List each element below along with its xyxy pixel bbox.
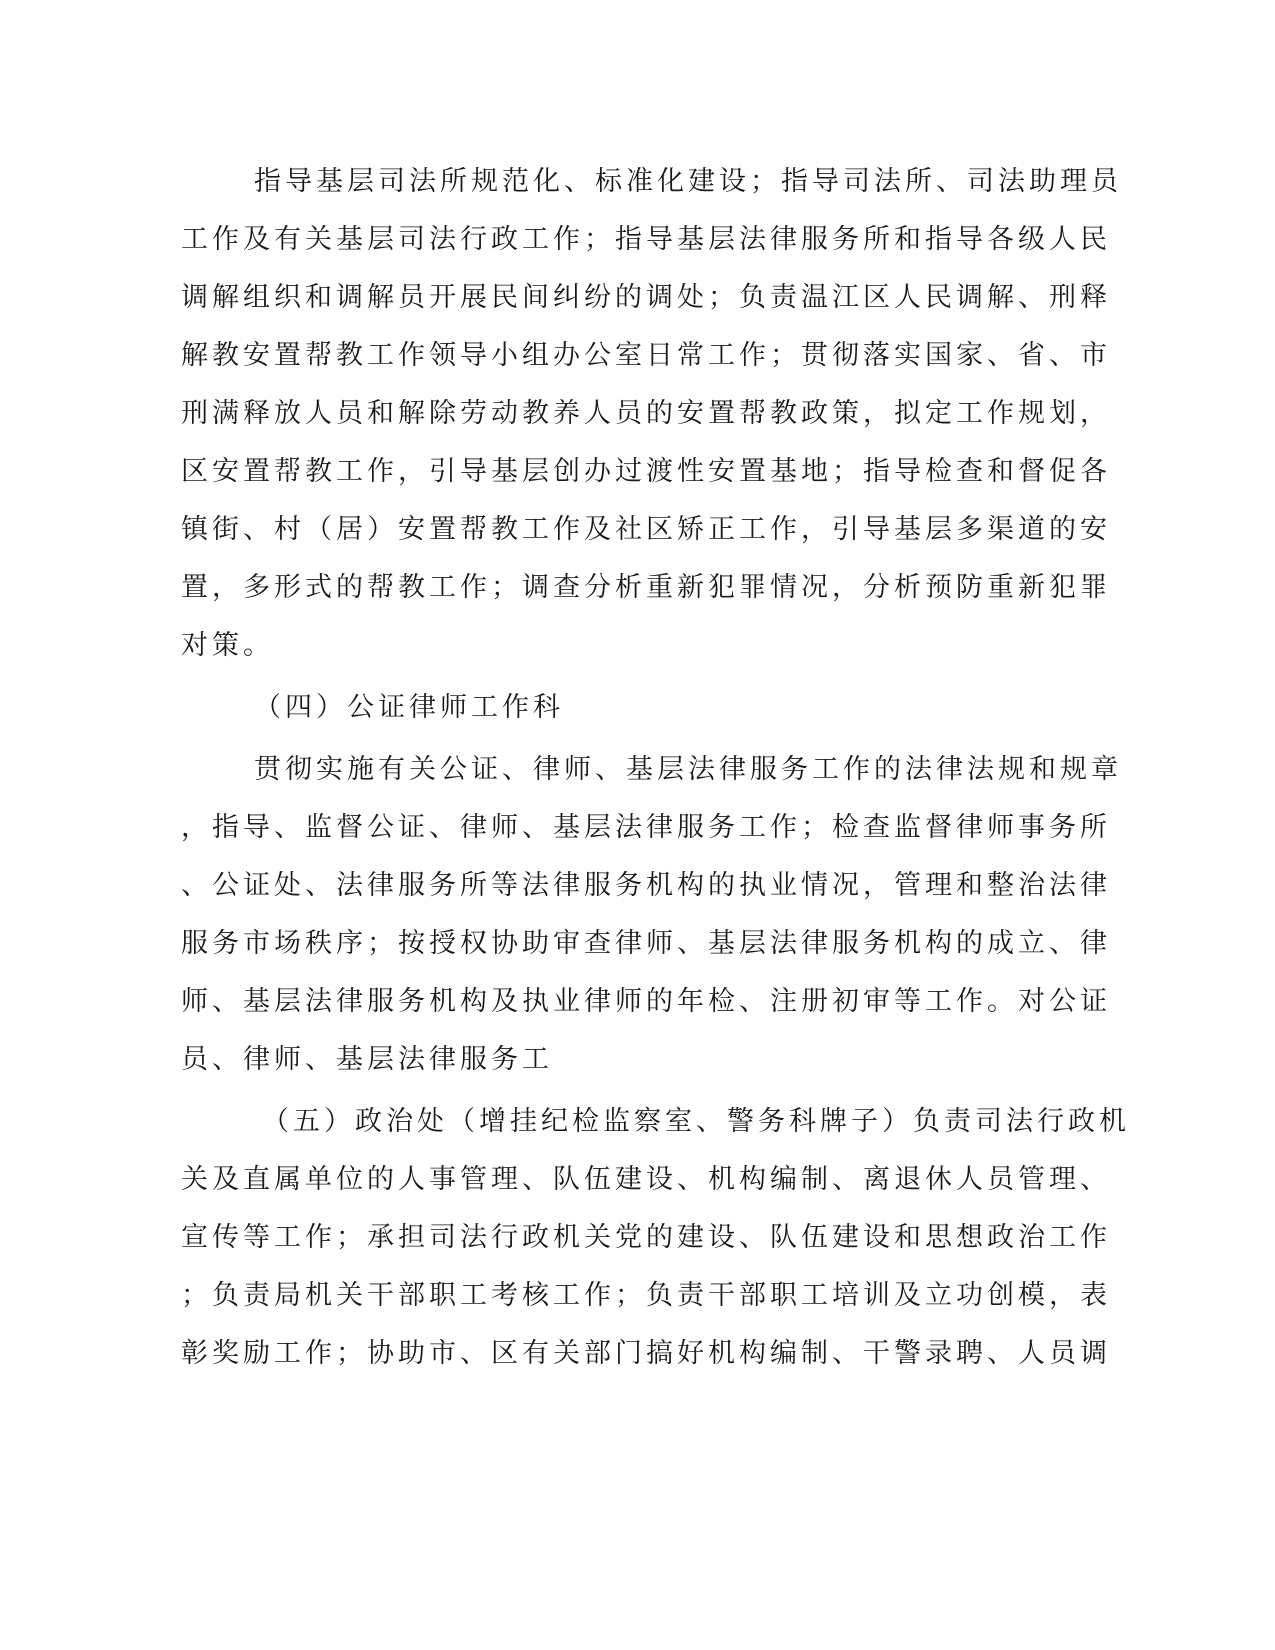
paragraph-line: 彰奖励工作；协助市、区有关部门搞好机构编制、干警录聘、人员调 (181, 1338, 1111, 1369)
paragraph-line: 调解组织和调解员开展民间纠纷的调处；负责温江区人民调解、刑释 (181, 282, 1111, 313)
paragraph-line: （五）政治处（增挂纪检监察室、警务科牌子）负责司法行政机 (262, 1106, 1130, 1137)
paragraph-line: 宣传等工作；承担司法行政机关党的建设、队伍建设和思想政治工作 (181, 1222, 1111, 1253)
paragraph-line: 对策。 (181, 630, 274, 661)
paragraph-line: ，指导、监督公证、律师、基层法律服务工作；检查监督律师事务所 (181, 812, 1111, 843)
paragraph-line: 镇街、村（居）安置帮教工作及社区矫正工作，引导基层多渠道的安 (181, 514, 1111, 545)
paragraph-line: ；负责局机关干部职工考核工作；负责干部职工培训及立功创模，表 (181, 1280, 1111, 1311)
paragraph-line: 区安置帮教工作，引导基层创办过渡性安置基地；指导检查和督促各 (181, 456, 1111, 487)
paragraph-line: 指导基层司法所规范化、标准化建设；指导司法所、司法助理员 (254, 166, 1122, 197)
paragraph-line: 师、基层法律服务机构及执业律师的年检、注册初审等工作。对公证 (181, 986, 1111, 1017)
section-heading: （四）公证律师工作科 (254, 692, 564, 723)
paragraph-line: 贯彻实施有关公证、律师、基层法律服务工作的法律法规和规章 (254, 754, 1122, 785)
paragraph-line: 刑满释放人员和解除劳动教养人员的安置帮教政策，拟定工作规划， (181, 398, 1111, 429)
paragraph-line: 、公证处、法律服务所等法律服务机构的执业情况，管理和整治法律 (181, 870, 1111, 901)
paragraph-line: 服务市场秩序；按授权协助审查律师、基层法律服务机构的成立、律 (181, 928, 1111, 959)
paragraph-line: 置，多形式的帮教工作；调查分析重新犯罪情况，分析预防重新犯罪 (181, 572, 1111, 603)
paragraph-line: 解教安置帮教工作领导小组办公室日常工作；贯彻落实国家、省、市 (181, 340, 1111, 371)
paragraph-line: 员、律师、基层法律服务工 (181, 1044, 553, 1075)
paragraph-line: 关及直属单位的人事管理、队伍建设、机构编制、离退休人员管理、 (181, 1164, 1111, 1195)
paragraph-line: 工作及有关基层司法行政工作；指导基层法律服务所和指导各级人民 (181, 224, 1111, 255)
